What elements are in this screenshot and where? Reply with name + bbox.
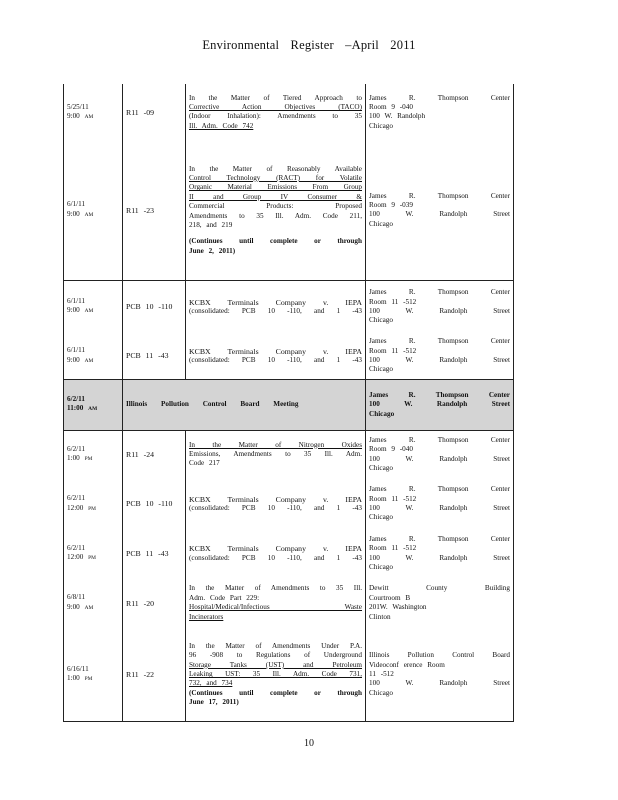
- location-line: Room 11 -512: [369, 297, 417, 306]
- description-line: KCBX Terminals Company v. IEPA: [189, 346, 362, 356]
- description-line: In the Matter of Amendments to 35 Ill.: [189, 584, 362, 593]
- time: 12:00: [67, 553, 84, 562]
- location-cell: [366, 578, 514, 629]
- location-line: 100 W. Randolph Street: [369, 400, 510, 409]
- location-line: Dewitt County Building: [369, 584, 510, 593]
- location-line: Room 11 -512: [369, 346, 417, 355]
- date: 6/8/11: [67, 593, 86, 602]
- time: 9:00: [67, 306, 80, 315]
- description-line: Corrective Action Objectives (TACO): [189, 103, 362, 112]
- table-row: [64, 479, 514, 530]
- location-line: Chicago: [369, 316, 393, 325]
- location-cell: [366, 141, 514, 280]
- case-number: PCB 11 -43: [123, 529, 186, 578]
- date-cell: [64, 280, 123, 333]
- description-line: In the Matter of Tiered Approach to: [189, 93, 362, 102]
- description-cell: [186, 578, 366, 629]
- ampm: PM: [84, 456, 93, 463]
- location-line: Room 9 -039: [369, 200, 413, 209]
- description-line: (consolidated: PCB 10 -110, and 1 -43: [189, 553, 362, 562]
- description-line: (consolidated: PCB 10 -110, and 1 -43: [189, 504, 362, 513]
- time: 1:00: [67, 674, 80, 683]
- location-line: Illinois Pollution Control Board: [369, 651, 510, 660]
- case-number: R11 -22: [123, 629, 186, 722]
- description-line: KCBX Terminals Company v. IEPA: [189, 494, 362, 504]
- location-line: 100 W. Randolph Street: [369, 679, 510, 688]
- description-cell: [186, 333, 366, 379]
- time: 9:00: [67, 111, 80, 120]
- case-number: R11 -24: [123, 430, 186, 479]
- meeting-title: Illinois Pollution Control Board Meeting: [126, 400, 299, 409]
- description-line: Leaking UST: 35 Ill. Adm. Code 731,: [189, 670, 362, 679]
- time: 9:00: [67, 355, 80, 364]
- table-row: [64, 529, 514, 578]
- continues-note: (Continues until complete or through: [189, 237, 362, 246]
- location-line: James R. Thompson Center: [369, 288, 510, 297]
- date: 6/2/11: [67, 444, 86, 453]
- page-header: Environmental Register –April 2011: [202, 38, 416, 52]
- location-line: 100 W. Randolph Street: [369, 356, 510, 365]
- date: 6/2/11: [67, 494, 86, 503]
- location-line: Chicago: [369, 409, 395, 418]
- table-row: [64, 430, 514, 479]
- date: 6/2/11: [67, 543, 86, 552]
- ampm: AM: [84, 308, 94, 315]
- location-line: James R. Thompson Center: [369, 93, 510, 102]
- description-line: Hospital/Medical/Infectious Waste: [189, 603, 362, 612]
- location-cell: [366, 84, 514, 141]
- description-cell: [186, 479, 366, 530]
- date: 6/1/11: [67, 346, 86, 355]
- time: 12:00: [67, 503, 84, 512]
- table-row: [64, 141, 514, 280]
- description-line: In the Matter of Nitrogen Oxides: [189, 440, 362, 449]
- description-line: Amendments to 35 Ill. Adm. Code 211,: [189, 211, 362, 220]
- location-line: 11 -512: [369, 670, 394, 679]
- ampm: AM: [88, 406, 98, 413]
- ampm: AM: [84, 113, 94, 120]
- case-number: R11 -09: [123, 84, 186, 141]
- location-line: Chicago: [369, 688, 393, 697]
- time: 1:00: [67, 454, 80, 463]
- location-line: Room 11 -512: [369, 494, 417, 503]
- table-row: [64, 84, 514, 141]
- location-line: James R. Thompson Center: [369, 435, 510, 444]
- table-row: [64, 333, 514, 379]
- location-line: Courtroom B: [369, 593, 411, 602]
- date: 6/16/11: [67, 664, 89, 673]
- description-line: Organic Material Emissions From Group: [189, 183, 362, 192]
- description-line: (consolidated: PCB 10 -110, and 1 -43: [189, 356, 362, 365]
- case-number: PCB 11 -43: [123, 333, 186, 379]
- ampm: AM: [84, 357, 94, 364]
- description-line: 732, and 734: [189, 679, 233, 688]
- location-line: 201W. Washington: [369, 603, 427, 612]
- location-cell: [366, 380, 514, 431]
- ampm: PM: [88, 505, 96, 512]
- location-line: Clinton: [369, 612, 391, 621]
- description-line: Commercial Products: Proposed: [189, 202, 362, 211]
- continues-note: (Continues until complete or through: [189, 688, 362, 697]
- description-line: Storage Tanks (UST) and Petroleum: [189, 660, 362, 669]
- location-line: 100 W. Randolph Street: [369, 306, 510, 315]
- time: 9:00: [67, 602, 80, 611]
- description-cell: [186, 430, 366, 479]
- date-cell: [64, 333, 123, 379]
- case-number: R11 -20: [123, 578, 186, 629]
- table-row: [64, 629, 514, 722]
- ampm: PM: [88, 555, 96, 562]
- location-line: James R. Thompson Center: [369, 390, 510, 399]
- description-line: Adm. Code Part 229:: [189, 593, 260, 602]
- date: 6/2/11: [67, 394, 85, 403]
- ampm: PM: [84, 676, 93, 683]
- continues-note: June 17, 2011): [189, 698, 239, 707]
- location-line: Room 9 -040: [369, 103, 413, 112]
- description-line: Control Technology (RACT) for Volatile: [189, 173, 362, 182]
- ampm: AM: [84, 211, 94, 218]
- date-cell: [64, 529, 123, 578]
- page-number: 10: [304, 738, 314, 749]
- location-line: Chicago: [369, 219, 393, 228]
- date: 5/25/11: [67, 102, 89, 111]
- location-line: Room 11 -512: [369, 544, 417, 553]
- description-line: Code 217: [189, 459, 220, 468]
- table-row: [64, 578, 514, 629]
- location-line: 100 W. Randolph Street: [369, 553, 510, 562]
- description-line: In the Matter of Reasonably Available: [189, 164, 362, 173]
- description-line: KCBX Terminals Company v. IEPA: [189, 297, 362, 307]
- meeting-title-cell: [123, 380, 366, 431]
- description-cell: [186, 84, 366, 141]
- location-cell: [366, 280, 514, 333]
- table-row: [64, 280, 514, 333]
- location-cell: [366, 333, 514, 379]
- hearing-schedule-table: [63, 84, 514, 722]
- location-line: James R. Thompson Center: [369, 191, 510, 200]
- date-cell: [64, 629, 123, 722]
- location-line: James R. Thompson Center: [369, 337, 510, 346]
- description-cell: [186, 529, 366, 578]
- description-line: Ill. Adm. Code 742: [189, 121, 254, 130]
- location-line: 100 W. Randolph: [369, 112, 426, 121]
- date-cell: [64, 380, 123, 431]
- case-number: PCB 10 -110: [123, 479, 186, 530]
- time: 11:00: [67, 404, 84, 413]
- description-cell: [186, 280, 366, 333]
- location-line: Chicago: [369, 513, 393, 522]
- description-line: Emissions, Amendments to 35 Ill. Adm.: [189, 449, 362, 458]
- case-number: PCB 10 -110: [123, 280, 186, 333]
- date-cell: [64, 430, 123, 479]
- date-cell: [64, 141, 123, 280]
- case-number: R11 -23: [123, 141, 186, 280]
- location-line: Room 9 -040: [369, 445, 413, 454]
- description-line: KCBX Terminals Company v. IEPA: [189, 544, 362, 554]
- location-line: 100 W. Randolph Street: [369, 504, 510, 513]
- ampm: AM: [84, 604, 94, 611]
- description-cell: [186, 629, 366, 722]
- date-cell: [64, 479, 123, 530]
- location-cell: [366, 430, 514, 479]
- time: 9:00: [67, 209, 80, 218]
- location-line: Chicago: [369, 563, 393, 572]
- description-line: 96 -908 to Regulations of Underground: [189, 651, 362, 660]
- board-meeting-row: [64, 380, 514, 431]
- location-line: Chicago: [369, 365, 393, 374]
- date: 6/1/11: [67, 297, 86, 306]
- location-line: 100 W. Randolph Street: [369, 454, 510, 463]
- date-cell: [64, 578, 123, 629]
- description-line: 218, and 219: [189, 221, 233, 229]
- date-cell: [64, 84, 123, 141]
- location-line: 100 W. Randolph Street: [369, 210, 510, 219]
- date: 6/1/11: [67, 200, 86, 209]
- location-cell: [366, 529, 514, 578]
- location-line: James R. Thompson Center: [369, 485, 510, 494]
- description-line: In the Matter of Amendments Under P.A.: [189, 641, 362, 650]
- location-line: Chicago: [369, 121, 393, 130]
- description-line: II and Group IV Consumer &: [189, 192, 362, 201]
- continues-note: June 2, 2011): [189, 246, 236, 255]
- location-line: James R. Thompson Center: [369, 534, 510, 543]
- description-line: (Indoor Inhalation): Amendments to 35: [189, 112, 362, 121]
- description-line: (consolidated: PCB 10 -110, and 1 -43: [189, 306, 362, 315]
- description-line: Incinerators: [189, 612, 224, 621]
- location-cell: [366, 479, 514, 530]
- location-line: Videoconf erence Room: [369, 660, 445, 669]
- description-cell: [186, 141, 366, 280]
- location-line: Chicago: [369, 464, 393, 473]
- location-cell: [366, 629, 514, 722]
